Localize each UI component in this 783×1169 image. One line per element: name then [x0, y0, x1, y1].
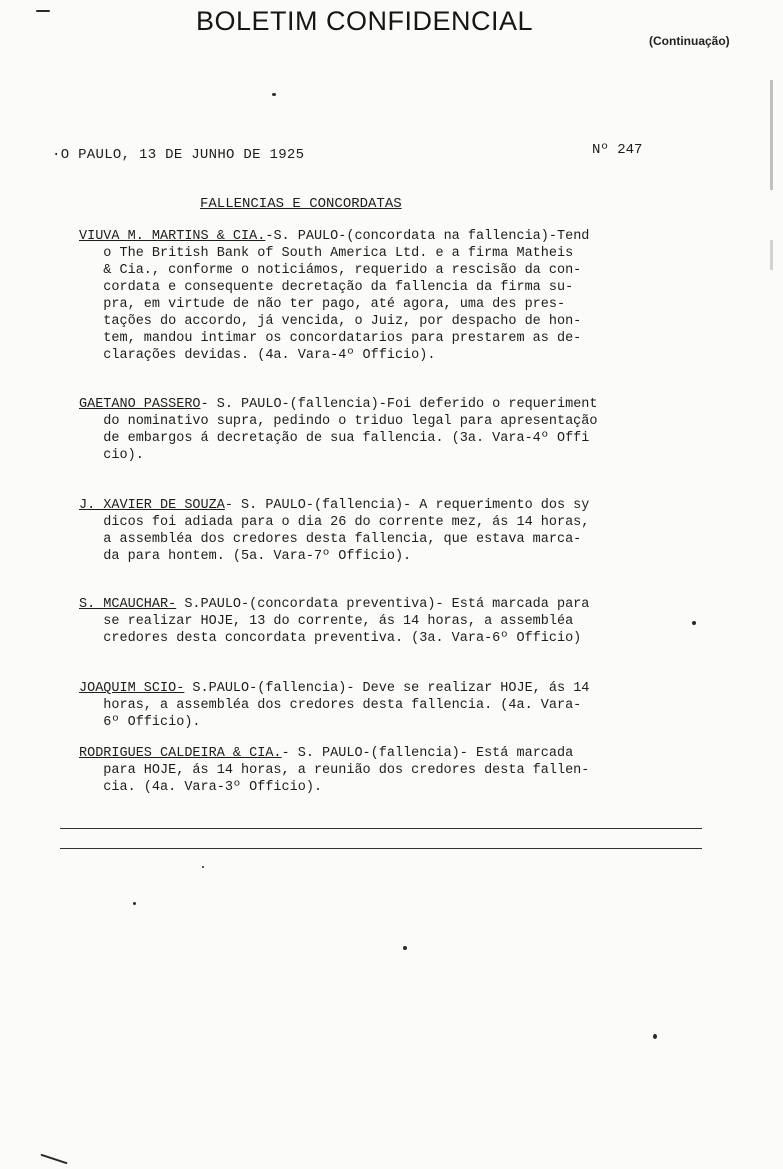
ink-speck	[133, 902, 136, 905]
entry-rodrigues-caldeira	[79, 745, 719, 796]
entry-name: GAETANO PASSERO	[79, 397, 201, 412]
entry-mcauchar	[79, 596, 719, 647]
place-date-line: ·O PAULO, 13 DE JUNHO DE 1925	[52, 147, 305, 163]
closing-rule-bottom	[60, 848, 702, 849]
ink-speck	[40, 1154, 67, 1165]
entry-name: S. MCAUCHAR-	[79, 597, 177, 612]
entry-body: -S. PAULO-(concordata na fallencia)-Tend o The British Bank of South America Ltd. e a firma Matheis & Cia., conforme o noticiámos, requerido a rescisão da con- cordata e consequente decretação da fallencia da firma su- pra, em virtude de não ter pago, até agora, uma des pres- tações do accordo, já vencida, o Juiz, por despacho de hon- tem, mandou intimar os concordatarios para prestarem as de- clarações devidas. (4a. Vara-4º Officio).	[103, 229, 590, 363]
entry-body: - S. PAULO-(fallencia)- Está marcada para HOJE, ás 14 horas, a reunião dos credores desta fallen- cia. (4a. Vara-3º Officio).	[103, 746, 590, 795]
document-title: BOLETIM CONFIDENCIAL	[196, 6, 534, 36]
issue-number: Nº 247	[592, 142, 643, 158]
entry-body: S.PAULO-(fallencia)- Deve se realizar HOJE, ás 14 horas, a assembléa dos credores desta fallencia. (4a. Vara- 6º Officio).	[103, 681, 590, 730]
entry-viuva-martins	[79, 228, 719, 364]
continuation-label: (Continuação)	[649, 34, 730, 48]
entry-body: S.PAULO-(concordata preventiva)- Está marcada para se realizar HOJE, 13 do corrente, ás 14 horas, a assembléa credores desta concordata preventiva. (3a. Vara-6º Officio)	[103, 597, 590, 646]
entry-name: JOAQUIM SCIO-	[79, 681, 185, 696]
entry-name: J. XAVIER DE SOUZA	[79, 498, 225, 513]
entry-xavier-de-souza	[79, 497, 719, 565]
entry-joaquim-scio	[79, 680, 719, 731]
ink-speck	[202, 866, 204, 868]
section-heading: FALLENCIAS E CONCORDATAS	[200, 196, 402, 212]
ink-speck	[403, 946, 407, 950]
ink-speck	[272, 93, 276, 96]
entry-name: VIUVA M. MARTINS & CIA.	[79, 229, 266, 244]
entry-name: RODRIGUES CALDEIRA & CIA.	[79, 746, 282, 761]
entry-gaetano-passero	[79, 396, 719, 464]
entry-body: - S. PAULO-(fallencia)- A requerimento dos sy dicos foi adiada para o dia 26 do corrente mez, ás 14 horas, a assembléa dos credores desta fallencia, que estava marca- da para hontem. (5a. Vara-7º Officio).	[103, 498, 590, 564]
entry-body: - S. PAULO-(fallencia)-Foi deferido o requeriment do nominativo supra, pedindo o triduo legal para apresentação de embargos á decretação de sua fallencia. (3a. Vara-4º Offi cio).	[103, 397, 598, 463]
closing-rule-top	[60, 828, 702, 829]
ink-speck	[36, 10, 50, 12]
ink-speck	[692, 621, 696, 625]
scan-edge-mark	[770, 240, 773, 270]
scan-edge-mark	[770, 80, 773, 190]
ink-speck	[653, 1034, 657, 1039]
